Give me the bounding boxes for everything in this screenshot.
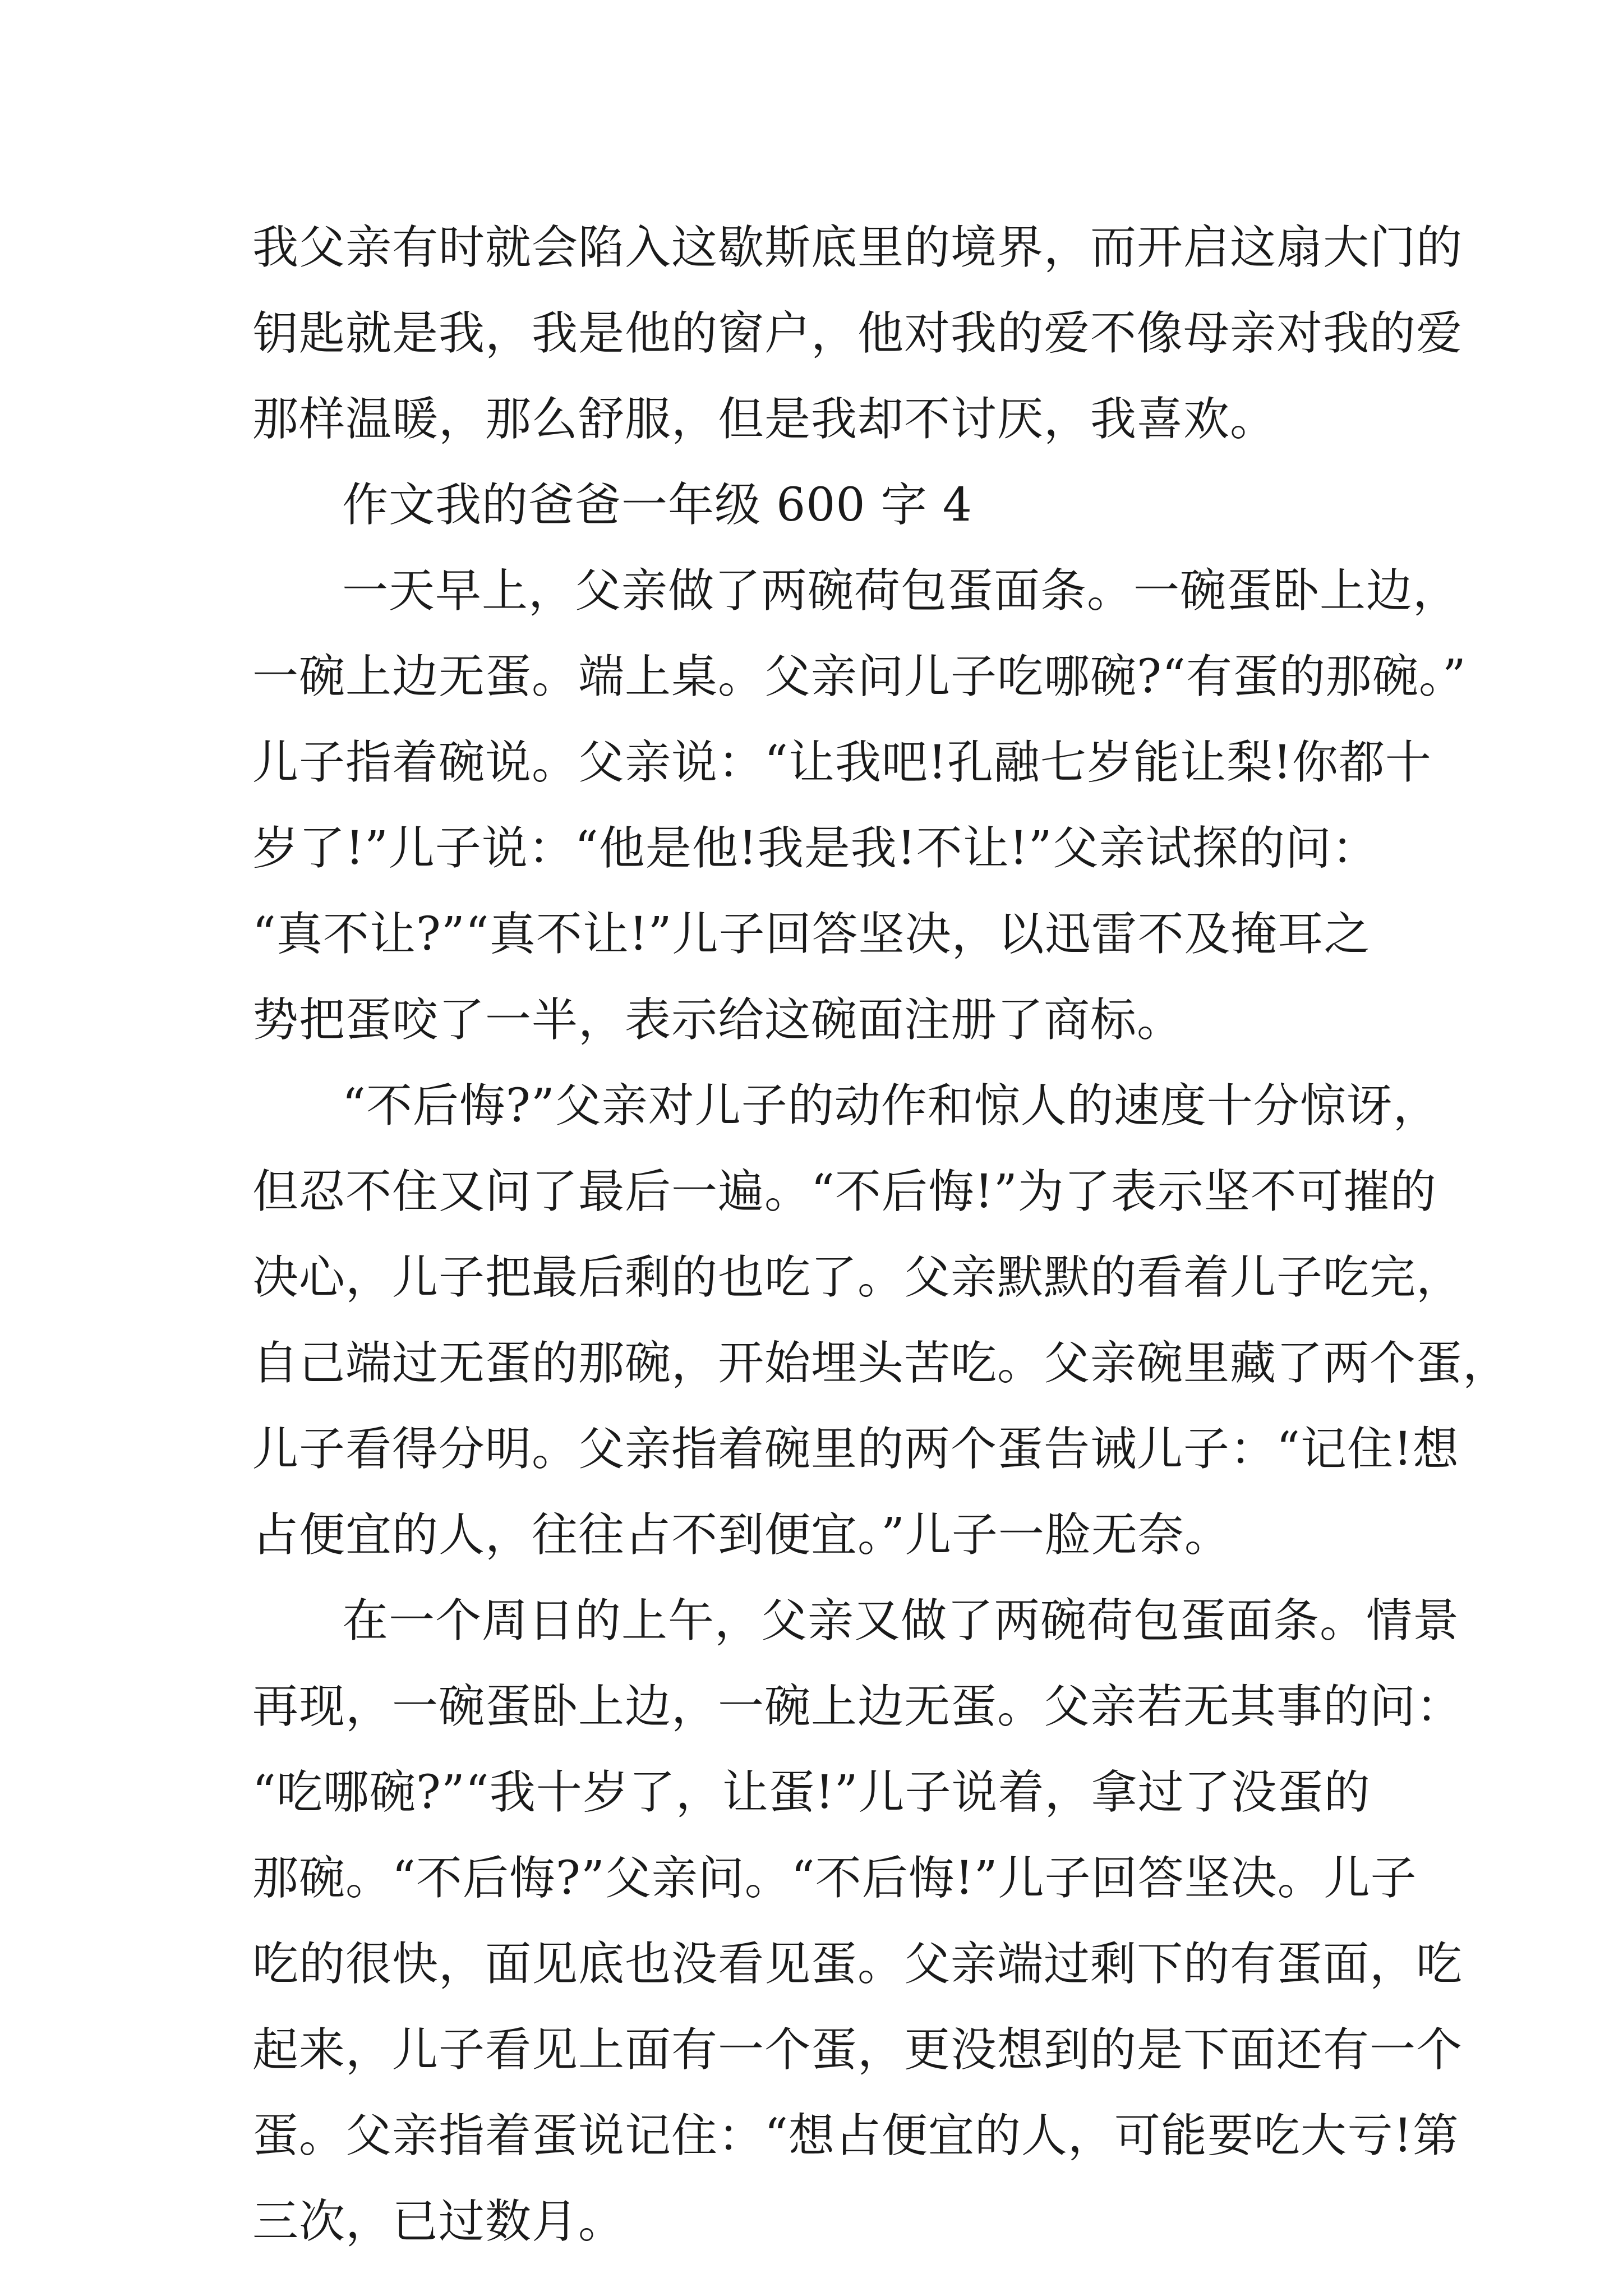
text-line: 但忍不住又问了最后一遍。“不后悔!”为了表示坚不可摧的 <box>252 1165 1437 1218</box>
paragraph-first-line: 在一个周日的上午，父亲又做了两碗荷包蛋面条。情景 <box>342 1594 1460 1648</box>
text-line: 自己端过无蛋的那碗，开始埋头苦吃。父亲碗里藏了两个蛋， <box>252 1337 1510 1390</box>
text-line: 一碗上边无蛋。端上桌。父亲问儿子吃哪碗?“有蛋的那碗。” <box>252 650 1467 703</box>
text-line: 蛋。父亲指着蛋说记住：“想占便宜的人，可能要吃大亏!第 <box>252 2109 1459 2162</box>
text-line: 势把蛋咬了一半，表示给这碗面注册了商标。 <box>252 993 1184 1047</box>
text-line: “吃哪碗?”“我十岁了，让蛋!”儿子说着，拿过了没蛋的 <box>252 1766 1371 1819</box>
text-line: 占便宜的人，往往占不到便宜。”儿子一脸无奈。 <box>252 1508 1231 1562</box>
text-line: 吃的很快，面见底也没看见蛋。父亲端过剩下的有蛋面，吃 <box>252 1938 1463 1991</box>
text-line: 儿子指着碗说。父亲说：“让我吧!孔融七岁能让梨!你都十 <box>252 736 1432 789</box>
text-line: 儿子看得分明。父亲指着碗里的两个蛋告诫儿子：“记住!想 <box>252 1423 1459 1476</box>
text-line: 我父亲有时就会陷入这歇斯底里的境界，而开启这扇大门的 <box>252 221 1463 274</box>
paragraph-first-line: “不后悔?”父亲对儿子的动作和惊人的速度十分惊讶， <box>342 1079 1440 1133</box>
text-line: 起来，儿子看见上面有一个蛋，更没想到的是下面还有一个 <box>252 2023 1463 2077</box>
text-line: 那碗。“不后悔?”父亲问。“不后悔!”儿子回答坚决。儿子 <box>252 1852 1417 1905</box>
text-line: 再现，一碗蛋卧上边，一碗上边无蛋。父亲若无其事的问： <box>252 1680 1463 1733</box>
text-line: “真不让?”“真不让!”儿子回答坚决，以迅雷不及掩耳之 <box>252 908 1371 961</box>
section-heading: 作文我的爸爸一年级 600 字 4 <box>342 478 972 532</box>
text-line: 钥匙就是我，我是他的窗户，他对我的爱不像母亲对我的爱 <box>252 307 1463 360</box>
text-line: 那样温暖，那么舒服，但是我却不讨厌，我喜欢。 <box>252 393 1277 446</box>
text-line: 决心，儿子把最后剩的也吃了。父亲默默的看着儿子吃完， <box>252 1251 1463 1304</box>
document-body <box>252 205 1510 2265</box>
text-line: 岁了!”儿子说：“他是他!我是我!不让!”父亲试探的问： <box>252 822 1378 875</box>
paragraph-first-line: 一天早上，父亲做了两碗荷包蛋面条。一碗蛋卧上边， <box>342 564 1460 618</box>
text-line: 三次，已过数月。 <box>252 2195 625 2248</box>
